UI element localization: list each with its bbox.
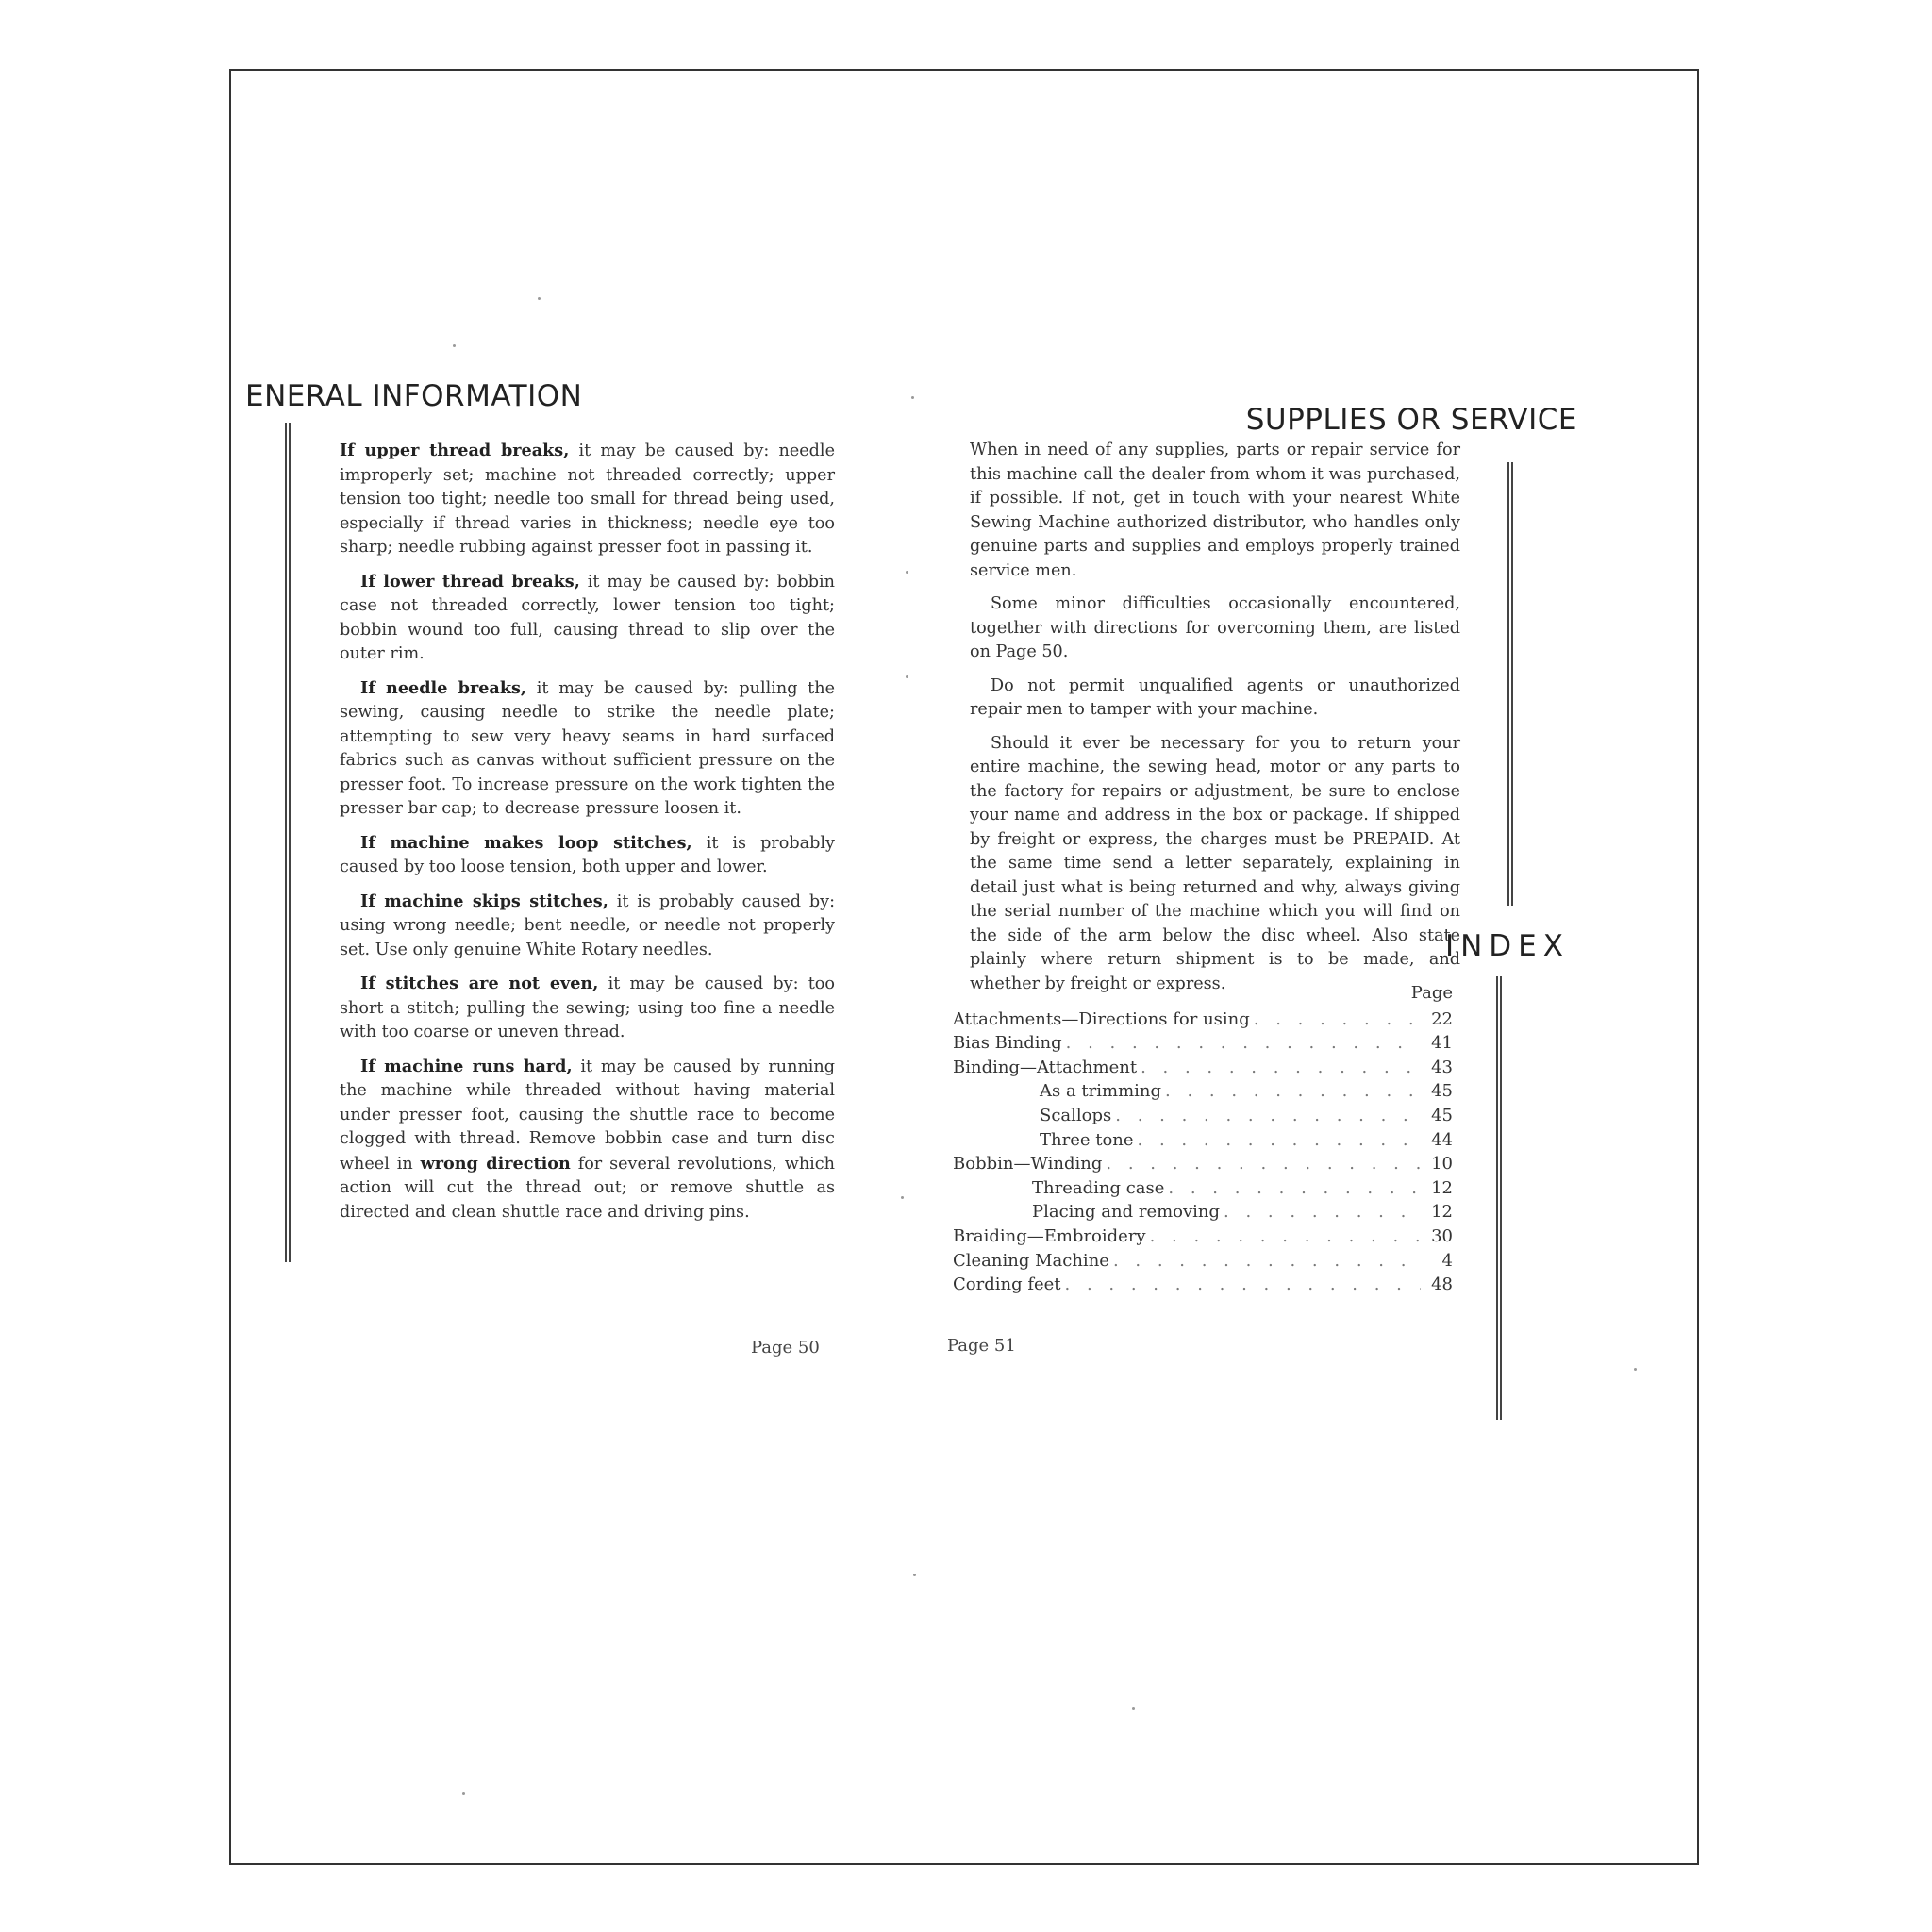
index-entry-page: 10	[1431, 1154, 1453, 1174]
index-entry	[953, 1152, 1453, 1176]
page-number-50: Page 50	[751, 1338, 820, 1357]
index-entry	[953, 1249, 1453, 1274]
index-leader-dots	[1102, 1152, 1421, 1176]
paragraph-runs-hard: If machine runs hard, it may be caused by running the machine while threaded without having material under presser foot, causing the shuttle race to become clogged with thread. Remove bobbin case and turn disc wheel in wrong direction for several revolutions, which action will cut the thread out; or remove shuttle as directed and clean shuttle race and driving pins.	[340, 1056, 835, 1222]
index-entry-page: 45	[1431, 1105, 1453, 1125]
scan-speck	[906, 675, 908, 678]
paragraph-return-machine: Should it ever be necessary for you to return your entire machine, the sewing head, motor or any parts to the factory for repairs or adjustment, be sure to enclose your name and address in the box or package. If shipped by freight or express, the charges must be PREPAID. At the same time send a letter separately, explaining in detail just what is being returned and why, always giving the serial number of the machine which you will find on the side of the arm below the disc wheel. Also state plainly where return shipment is to be made, and whether by freight or express.	[970, 733, 1460, 993]
paragraph-upper-thread: If upper thread breaks, it may be caused by: needle improperly set; machine not threaded correctly; upper tension too tight; needle too small for thread being used, especially if thread varies in thickness; needle eye too sharp; needle rubbing against presser foot in passing it.	[340, 441, 835, 557]
scan-speck	[1132, 1707, 1135, 1710]
paragraph-skips-stitches: If machine skips stitches, it is probably caused by: using wrong needle; bent needle, or needle not properly set. Use only genuine White Rotary needles.	[340, 891, 835, 959]
scan-speck	[1634, 1368, 1637, 1371]
supplies-margin-rule	[1507, 462, 1513, 906]
general-information-title: ENERAL INFORMATION	[245, 379, 583, 413]
index-entry-page: 43	[1431, 1057, 1453, 1077]
index-entry	[953, 1079, 1453, 1104]
index-entry-page: 48	[1431, 1274, 1453, 1295]
index-entry-label: Attachments—Directions for using	[953, 1008, 1250, 1029]
index-entry	[953, 1008, 1453, 1032]
supplies-text	[970, 439, 1460, 1006]
index-entry-label: Threading case	[1032, 1177, 1165, 1198]
index-entry-label: Bobbin—Winding	[953, 1154, 1103, 1174]
index-entry	[953, 1273, 1453, 1297]
index-entry-label: Placing and removing	[1032, 1202, 1221, 1223]
paragraph-supplies: When in need of any supplies, parts or repair service for this machine call the dealer from whom it was purchased, if possible. If not, get in touch with your nearest White Sewing Machine authorized distributor, who handles only genuine parts and supplies and employs properly trained service men.	[970, 441, 1460, 580]
scan-speck	[911, 396, 914, 399]
paragraph-unqualified-agents: Do not permit unqualified agents or unauthorized repair men to tamper with your machine.	[970, 675, 1460, 719]
index-entry-label: Three tone	[1040, 1129, 1134, 1150]
index-entry-page: 12	[1431, 1177, 1453, 1198]
index-entry-label: Braiding—Embroidery	[953, 1225, 1146, 1246]
left-page	[245, 377, 849, 1377]
scan-speck	[913, 1574, 916, 1576]
index-entry-label: Scallops	[1040, 1105, 1112, 1125]
index-entry	[953, 1224, 1453, 1249]
index-leader-dots	[1109, 1249, 1421, 1274]
index-entry-page: 45	[1431, 1081, 1453, 1102]
index-margin-rule	[1496, 976, 1502, 1420]
index-leader-dots	[1250, 1008, 1421, 1032]
index-entry	[953, 1056, 1453, 1080]
index-leader-dots	[1146, 1224, 1421, 1249]
index-entry-page: 4	[1441, 1250, 1453, 1271]
scan-speck	[453, 344, 456, 347]
scan-speck	[901, 1196, 904, 1199]
index-entry-label: Cording feet	[953, 1274, 1061, 1295]
index-leader-dots	[1061, 1273, 1421, 1297]
index-list	[953, 981, 1453, 1297]
index-entry	[953, 1104, 1453, 1128]
index-entry	[953, 1031, 1453, 1056]
index-leader-dots	[1137, 1056, 1421, 1080]
index-leader-dots	[1161, 1079, 1421, 1104]
index-entry-label: Binding—Attachment	[953, 1057, 1138, 1077]
index-title: INDEX	[1444, 929, 1570, 963]
index-entry-page: 30	[1431, 1225, 1453, 1246]
page-number-51: Page 51	[947, 1336, 1016, 1356]
index-entry	[953, 1200, 1453, 1224]
troubleshooting-text	[340, 439, 835, 1234]
index-entry-label: Cleaning Machine	[953, 1250, 1109, 1271]
paragraph-minor-difficulties: Some minor difficulties occasionally encountered, together with directions for overcoming them, are listed on Page 50.	[970, 594, 1460, 661]
paragraph-stitches-not-even: If stitches are not even, it may be caused by: too short a stitch; pulling the sewing; using too fine a needle with too coarse or uneven thread.	[340, 974, 835, 1041]
index-leader-dots	[1111, 1104, 1421, 1128]
index-page-header: Page	[1410, 983, 1453, 1003]
index-entry	[953, 1176, 1453, 1201]
index-entry-label: As a trimming	[1040, 1081, 1162, 1102]
index-leader-dots	[1164, 1176, 1421, 1201]
index-leader-dots	[1220, 1200, 1421, 1224]
index-entry	[953, 1128, 1453, 1153]
index-entry-label: Bias Binding	[953, 1033, 1062, 1054]
scan-speck	[538, 297, 541, 300]
paragraph-lower-thread: If lower thread breaks, it may be caused by: bobbin case not threaded correctly, lower tension too tight; bobbin wound too full, causing thread to slip over the outer rim.	[340, 571, 836, 663]
index-entry-page: 44	[1431, 1129, 1453, 1150]
index-entry-page: 12	[1431, 1202, 1453, 1223]
index-leader-dots	[1062, 1031, 1421, 1056]
scan-speck	[906, 571, 908, 574]
scan-speck	[462, 1792, 465, 1795]
right-page	[943, 377, 1585, 1434]
paragraph-loop-stitches: If machine makes loop stitches, it is probably caused by too loose tension, both upper and lower.	[340, 832, 835, 876]
index-leader-dots	[1134, 1128, 1421, 1153]
index-entry-page: 41	[1431, 1033, 1453, 1054]
supplies-service-title: SUPPLIES OR SERVICE	[1245, 403, 1577, 437]
left-margin-rule	[285, 423, 291, 1262]
index-entry-page: 22	[1431, 1008, 1453, 1029]
paragraph-needle-breaks: If needle breaks, it may be caused by: pulling the sewing, causing needle to strike the needle plate; attempting to sew very heavy seams in hard surfaced fabrics such as canvas without sufficient pressure on the presser foot. To increase pressure on the work tighten the presser bar cap; to decrease pressure loosen it.	[340, 677, 835, 818]
